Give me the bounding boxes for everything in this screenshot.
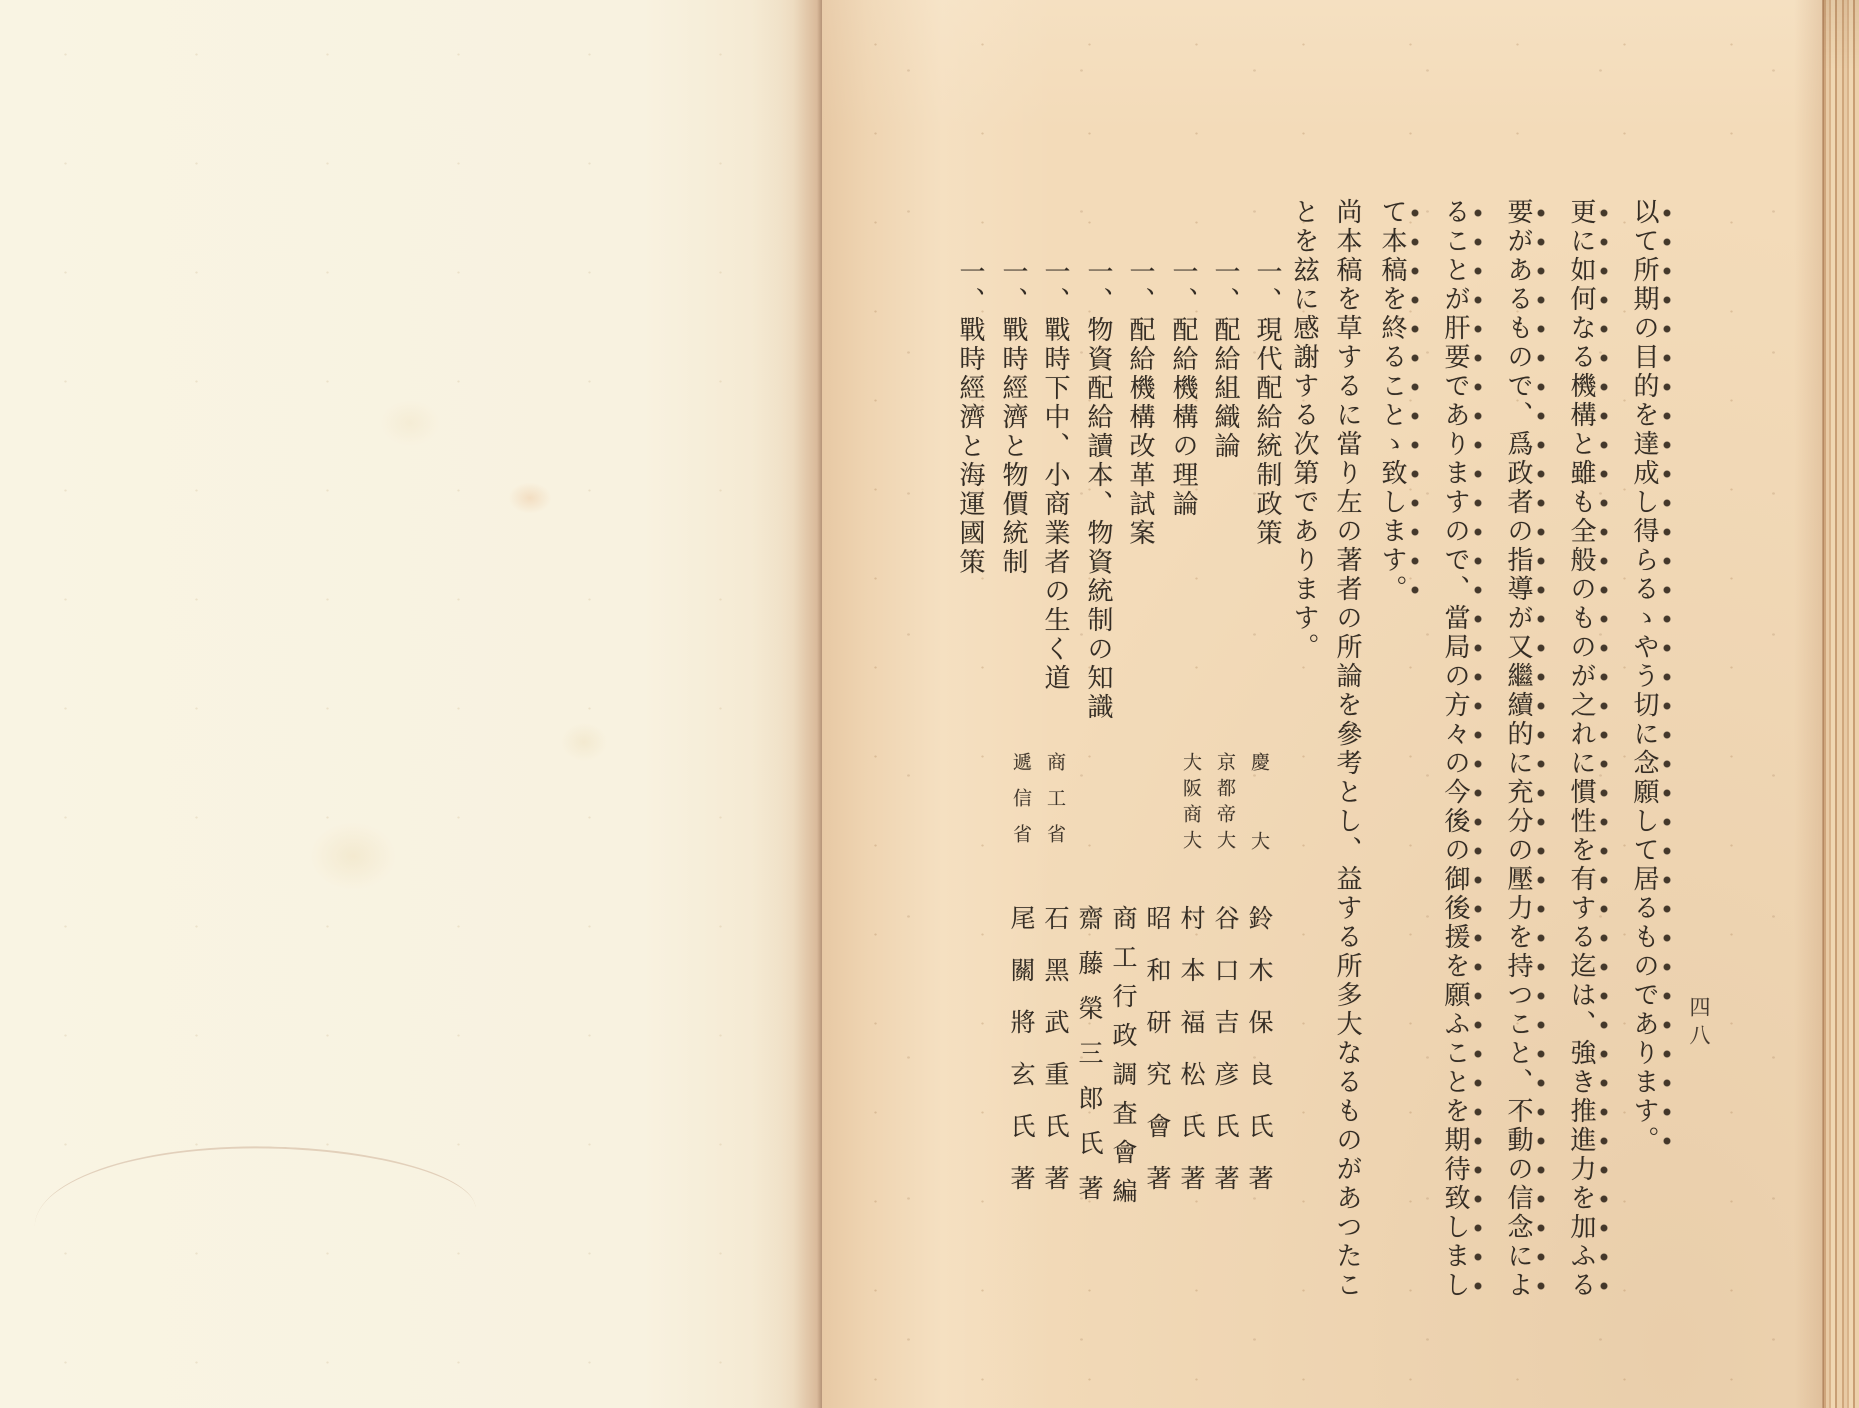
- paper-stain: [560, 722, 608, 762]
- work-author: 昭和研究會著: [1143, 905, 1170, 1217]
- work-title: 一、配給組織論: [1211, 258, 1240, 461]
- work-affiliation: 商工省: [1044, 752, 1065, 860]
- work-affiliation: 京都帝大: [1214, 752, 1235, 856]
- work-title: 一、戰時經濟と物價統制: [999, 258, 1028, 577]
- paper-stain: [380, 400, 440, 446]
- work-author: 村本福松氏著: [1177, 905, 1204, 1217]
- work-title: 一、現代配給統制政策: [1253, 258, 1282, 548]
- work-author: 石黑武重氏著: [1041, 905, 1068, 1217]
- paper-hairline-scratch: [35, 1138, 478, 1245]
- work-author: 鈴木保良氏著: [1245, 905, 1272, 1217]
- work-author: 谷口吉彦氏著: [1211, 905, 1238, 1217]
- paper-stain: [310, 822, 396, 890]
- work-affiliation: 大阪商大: [1180, 752, 1201, 856]
- work-title: 一、配給機構の理論: [1169, 258, 1198, 519]
- work-author: 齋藤榮三郎氏著: [1075, 905, 1102, 1220]
- work-title: 一、物資配給讀本、物資統制の知識: [1084, 258, 1113, 722]
- left-page-blank: [0, 0, 822, 1408]
- work-title: 一、戰時經濟と海運國策: [956, 258, 985, 577]
- paper-stain: [508, 482, 552, 514]
- page-number: 四八: [1687, 996, 1711, 1052]
- work-title: 一、配給機構改革試案: [1126, 258, 1155, 548]
- emphasis-dots: [1535, 198, 1547, 1300]
- work-affiliation: 遞信省: [1010, 752, 1031, 860]
- emphasis-dots: [1661, 198, 1673, 1155]
- emphasized-text-column: 要があるもので、爲政者の指導が又繼續的に充分の壓力を持つこと、不動の信念によ: [1504, 198, 1533, 1300]
- emphasized-text-column: ることが肝要でありますので、當局の方々の今後の御後援を願ふことを期待致しまし: [1441, 198, 1470, 1300]
- text-column: とを玆に感謝する次第であります。: [1290, 198, 1319, 662]
- work-affiliation: 慶大: [1248, 752, 1269, 910]
- work-author: 尾關將玄氏著: [1007, 905, 1034, 1217]
- emphasized-text-column: 更に如何なる機構と雖も全般のものが之れに慣性を有する迄は、強き推進力を加ふる: [1567, 198, 1596, 1300]
- text-column: 尚本稿を草するに當り左の著者の所論を參考とし、益する所多大なるものがあつたこ: [1333, 198, 1362, 1300]
- emphasis-dots: [1598, 198, 1610, 1300]
- emphasis-dots: [1472, 198, 1484, 1300]
- emphasized-text-column: て本稿を終ることゝ致します。: [1378, 198, 1407, 604]
- emphasis-dots: [1409, 198, 1421, 604]
- emphasized-text-column: 以て所期の目的を達成し得らるゝやう切に念願して居るものであります。: [1630, 198, 1659, 1155]
- work-title: 一、戰時下中、小商業者の生く道: [1041, 258, 1070, 693]
- work-author: 商工行政調査會編: [1109, 905, 1136, 1217]
- page-edge-stack: [1822, 0, 1859, 1408]
